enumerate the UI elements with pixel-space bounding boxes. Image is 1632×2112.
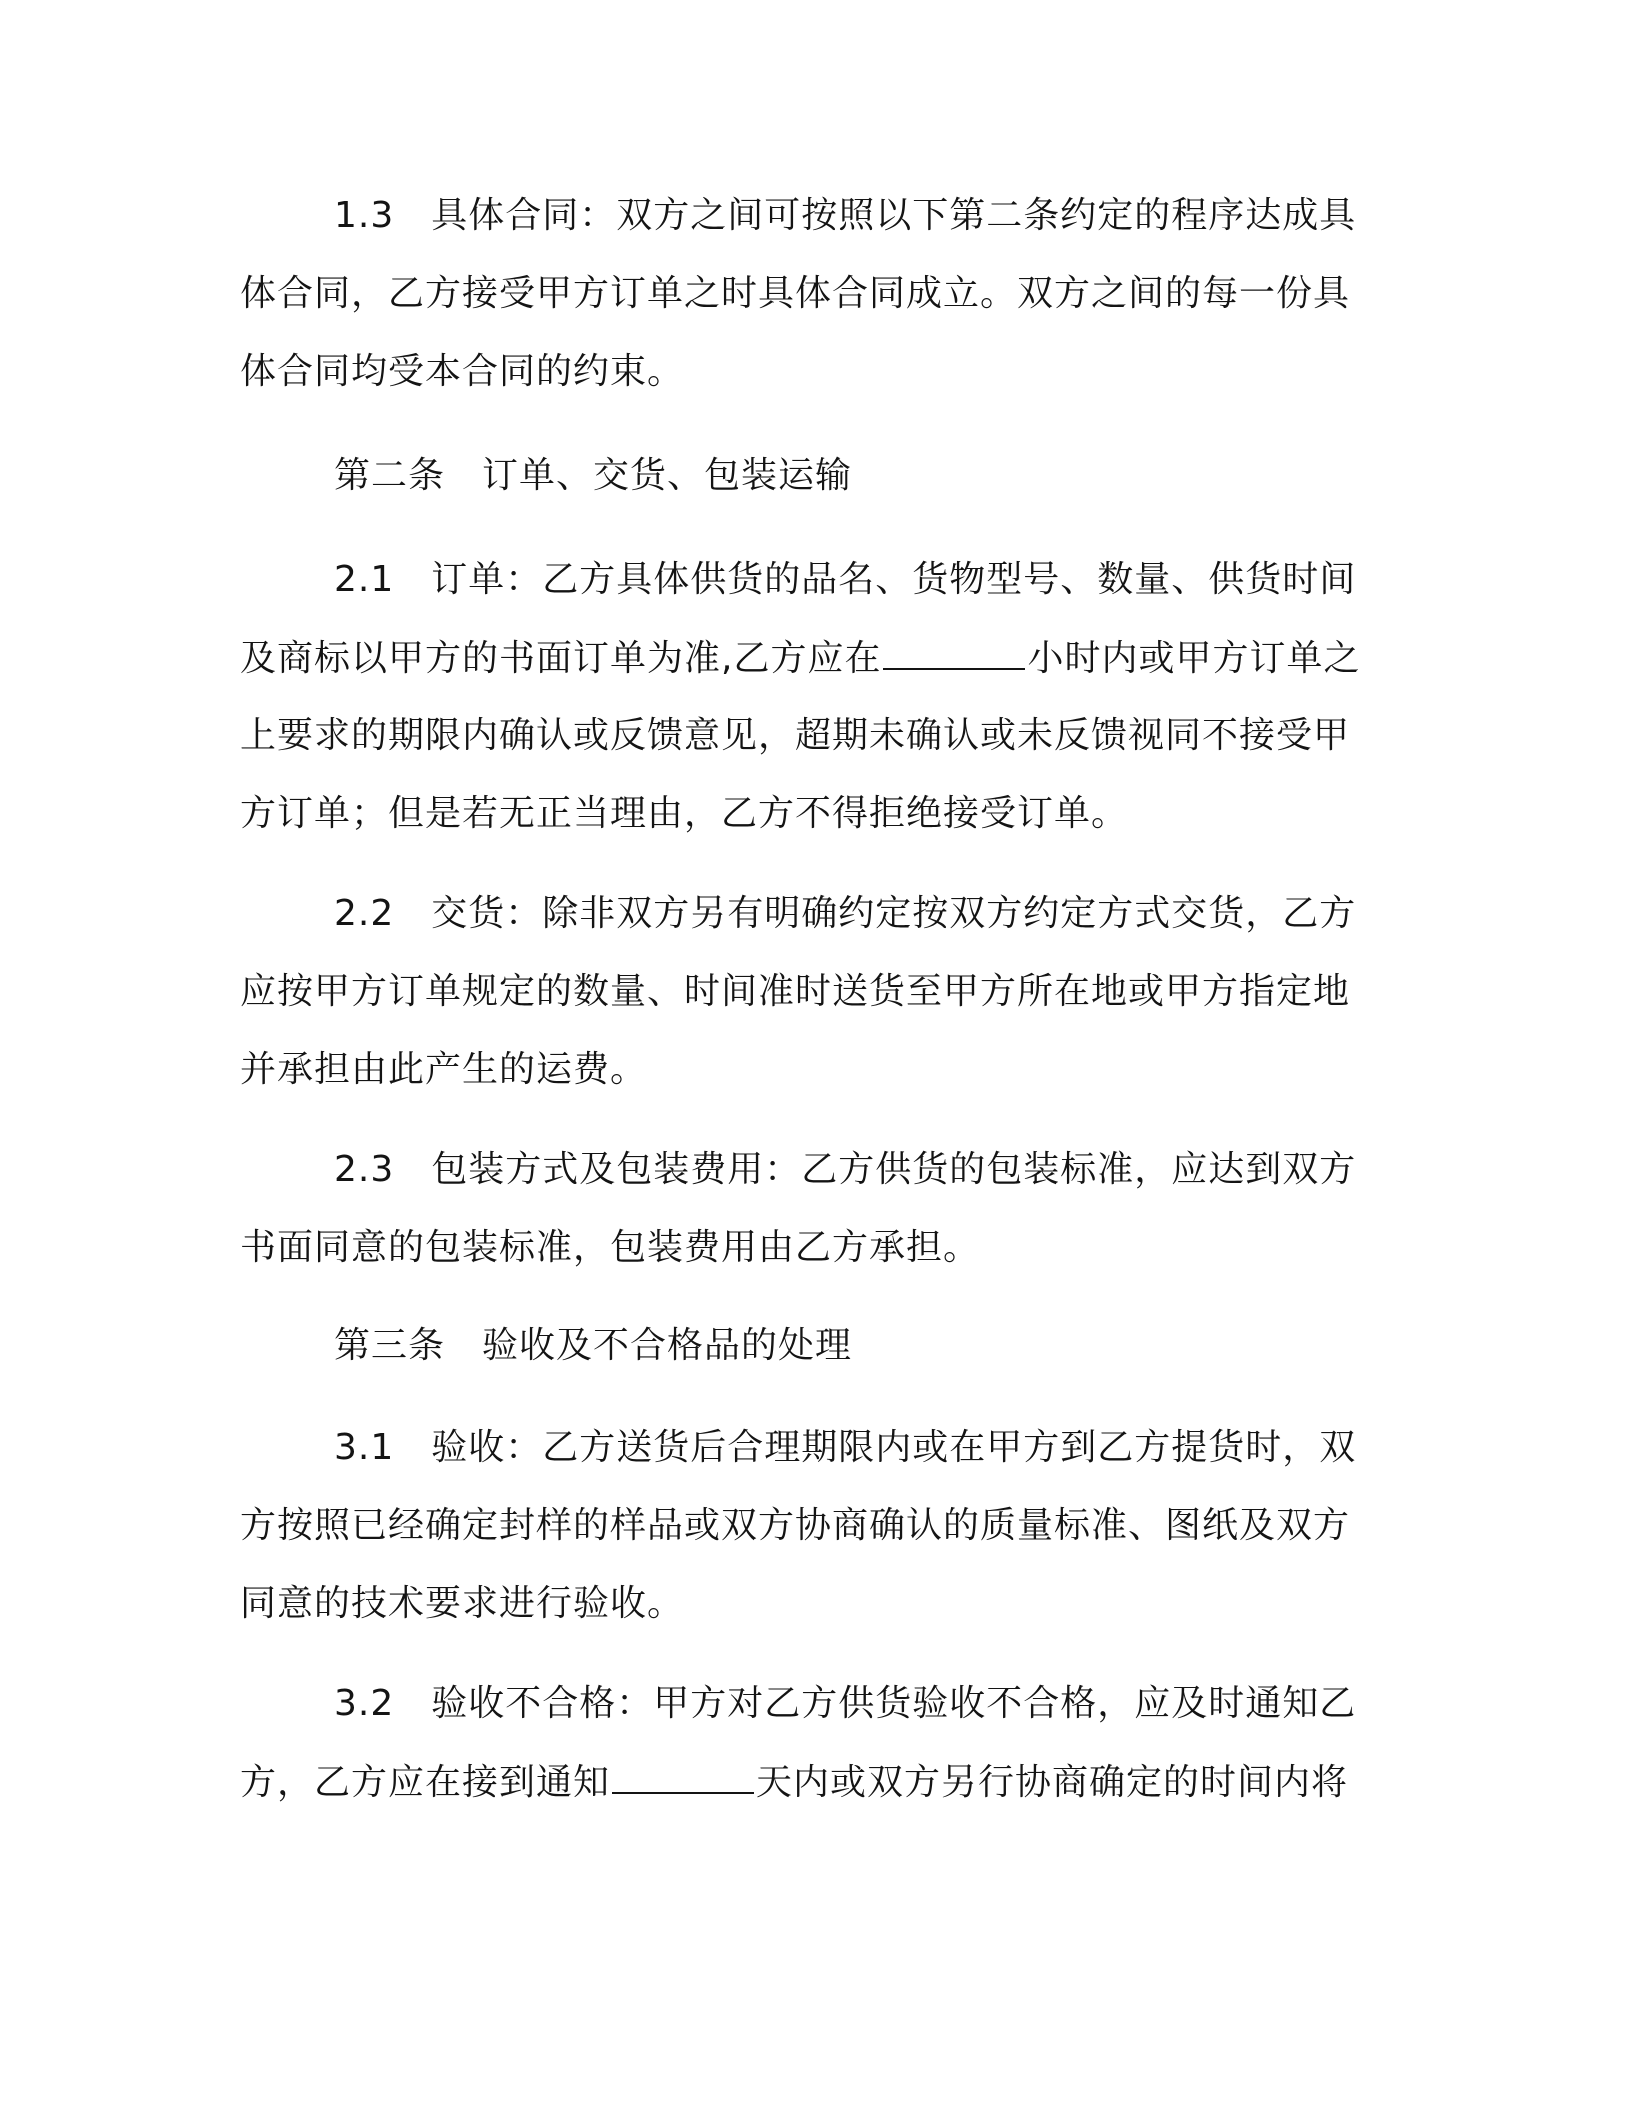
clause-1-3-line-1: 1.3 具体合同：双方之间可按照以下第二条约定的程序达成具 [334,195,1357,236]
clause-3-2-line-2 [240,1756,1348,1808]
article-3-heading: 第三条 验收及不合格品的处理 [334,1325,853,1366]
clause-3-1-line-2: 方按照已经确定封样的样品或双方协商确认的质量标准、图纸及双方 [240,1505,1351,1546]
clause-1-3-line-3: 体合同均受本合同的约束。 [240,351,685,392]
clause-2-3-line-2: 书面同意的包装标准，包装费用由乙方承担。 [240,1227,981,1268]
clause-2-1-line-1: 2.1 订单：乙方具体供货的品名、货物型号、数量、供货时间 [334,559,1357,600]
clause-3-2-line-2-before: 方，乙方应在接到通知 [240,1762,611,1803]
clause-2-1-line-3: 上要求的期限内确认或反馈意见，超期未确认或未反馈视同不接受甲 [240,715,1351,756]
clause-2-1-line-2 [240,632,1360,684]
clause-3-1-line-1: 3.1 验收：乙方送货后合理期限内或在甲方到乙方提货时，双 [334,1427,1357,1468]
clause-1-3-line-2: 体合同，乙方接受甲方订单之时具体合同成立。双方之间的每一份具 [240,273,1351,314]
article-2-heading: 第二条 订单、交货、包装运输 [334,455,853,496]
fill-in-blank-days [612,1756,754,1794]
clause-3-2-line-1: 3.2 验收不合格：甲方对乙方供货验收不合格，应及时通知乙 [334,1683,1357,1724]
clause-2-2-line-3: 并承担由此产生的运费。 [240,1049,648,1090]
clause-3-1-line-3: 同意的技术要求进行验收。 [240,1583,685,1624]
clause-2-3-line-1: 2.3 包装方式及包装费用：乙方供货的包装标准，应达到双方 [334,1149,1357,1190]
fill-in-blank-hours [883,632,1025,670]
clause-2-2-line-1: 2.2 交货：除非双方另有明确约定按双方约定方式交货，乙方 [334,893,1357,934]
clause-2-1-line-2-before: 及商标以甲方的书面订单为准,乙方应在 [240,638,882,679]
clause-2-2-line-2: 应按甲方订单规定的数量、时间准时送货至甲方所在地或甲方指定地 [240,971,1351,1012]
clause-3-2-line-2-after: 天内或双方另行协商确定的时间内将 [756,1762,1349,1803]
clause-2-1-line-4: 方订单；但是若无正当理由，乙方不得拒绝接受订单。 [240,793,1129,834]
clause-2-1-line-2-after: 小时内或甲方订单之 [1027,638,1361,679]
